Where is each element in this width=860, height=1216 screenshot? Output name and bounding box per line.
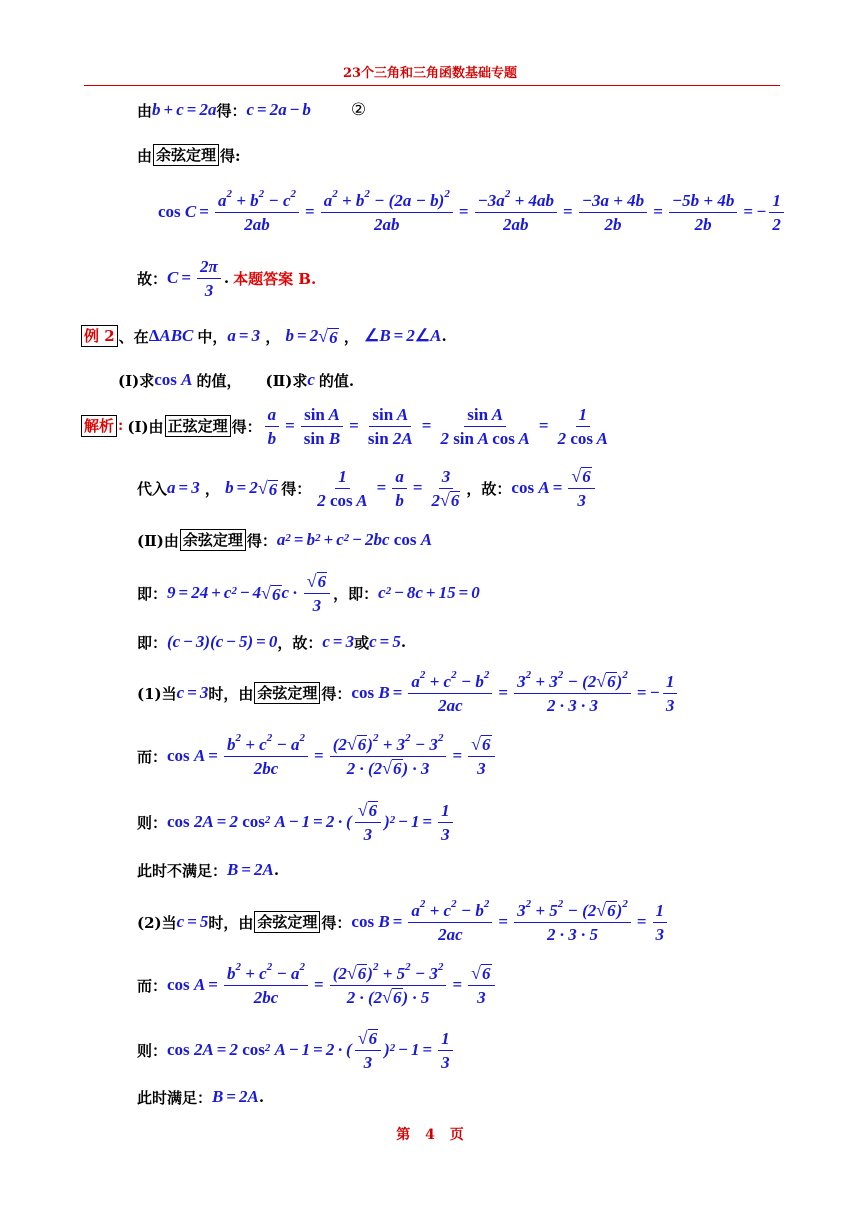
line-case2-cosA: 而： cos A = $\frac{b^2 + c^2 - a^2}{2bc}$ = (2 √ 6 )$^2 + 5^2 - 3^2$ 2 · (2 √ 6 ) · 5 = √ 6 3	[137, 955, 498, 1015]
line-case1-conclusion: 此时不满足： B = 2A .	[137, 860, 280, 880]
line-answer: 故： C = $\frac{2\pi}{3}$ . 本题答案 B.	[137, 256, 317, 300]
math-b-plus-c: b + c = 2a	[152, 100, 217, 119]
math-c-eq: c = 2a − b	[246, 100, 311, 119]
line-part2: (Ⅱ)由 余弦定理 得： a $^2$ = b $^2$ + c $^2$ − 2bc cos A	[137, 530, 433, 550]
line-b-plus-c: 由 b + c = 2a 得： c = 2a − b ②	[137, 100, 367, 120]
line-equation: 即： 9 = 24 + c $^2$ − 4 √ 6 c · √ 6 3 ，即： c $^2$ − 8c + 15 = 0	[137, 570, 480, 615]
example-box: 例 2	[81, 325, 118, 347]
analysis-box: 解析	[81, 415, 117, 437]
law-sin-box: 正弦定理	[165, 415, 231, 437]
line-law-cos-intro: 由 余弦定理 得:	[137, 146, 241, 165]
line-case2-cosB: (2)当 c = 5 时，由 余弦定理 得： cos B = $\frac{a^2 + c^2 - b^2}{2ac}$ = $3^2 + 5^2 - (2$ √ 6 )$^2$ 2 · 3 · 5 = $\frac{1}{3}$	[137, 892, 670, 952]
line-substitute: 代入 a = 3 ， b = 2 √ 6 得： $\frac{1}{\text{2 cos A}}$ = $\frac{a}{b}$ = 3 2 √ 6 ，故： cos A = √ 6 3	[137, 458, 598, 518]
line-questions: (Ⅰ)求 cos A 的值， (Ⅱ)求 c 的值.	[118, 370, 355, 390]
line-cosC: cos C = $\frac{a^2 + b^2 - c^2}{2ab}$ = $\frac{a^2 + b^2 - (2a - b)^2}{2ab}$ = $\frac{-3a^2 + 4ab}{2ab}$ = $\frac{-3a + 4b}{2b}$ = $\frac{-5b + 4b}{2b}$ = − $\frac{1}{2}$	[158, 182, 787, 242]
page-header: 23个三角和三角函数基础专题	[342, 66, 518, 81]
line-analysis: 解析 : (Ⅰ)由 正弦定理 得： $\frac{a}{b}$ = $\frac{\text{sin A}}{\text{sin B}}$ = $\frac{\text{sin A}}{\sin 2A}$ = $\frac{\text{sin A}}{\text{2 sin A cos A}}$ = $\frac{1}{\text{2 cos A}}$	[80, 396, 614, 456]
line-case2-conclusion: 此时满足： B = 2A .	[137, 1087, 265, 1107]
law-cos-box: 余弦定理	[153, 144, 219, 166]
answer-text: 本题答案 B.	[233, 269, 317, 288]
line-case1-cosB: (1)当 c = 3 时，由 余弦定理 得： cos B = $\frac{a^2 + c^2 - b^2}{2ac}$ = $3^2 + 3^2 - (2$ √ 6 )$^2$ 2 · 3 · 3 = − $\frac{1}{3}$	[137, 663, 680, 723]
line-example2: 例 2 、在 Δ ABC 中， a = 3 ， b = 2 √ 6 ， ∠ B = 2 ∠ A .	[80, 306, 447, 366]
page-footer: 第 4 页	[396, 1127, 464, 1143]
line-case1-cos2A: 则： cos 2A = 2 cos $^2$ A − 1 = 2 · ( √ 6 3 ) $^2$ − 1 = $\frac{1}{3}$	[137, 792, 456, 852]
line-case1-cosA: 而： cos A = $\frac{b^2 + c^2 - a^2}{2bc}$ = (2 √ 6 )$^2 + 3^2 - 3^2$ 2 · (2 √ 6 ) · 3 = √ 6 3	[137, 726, 498, 786]
line-case2-cos2A: 则： cos 2A = 2 cos $^2$ A − 1 = 2 · ( √ 6 3 ) $^2$ − 1 = $\frac{1}{3}$	[137, 1020, 456, 1080]
line-roots: 即： (c − 3)(c − 5) = 0 ，故： c = 3 或 c = 5 .	[137, 632, 407, 652]
